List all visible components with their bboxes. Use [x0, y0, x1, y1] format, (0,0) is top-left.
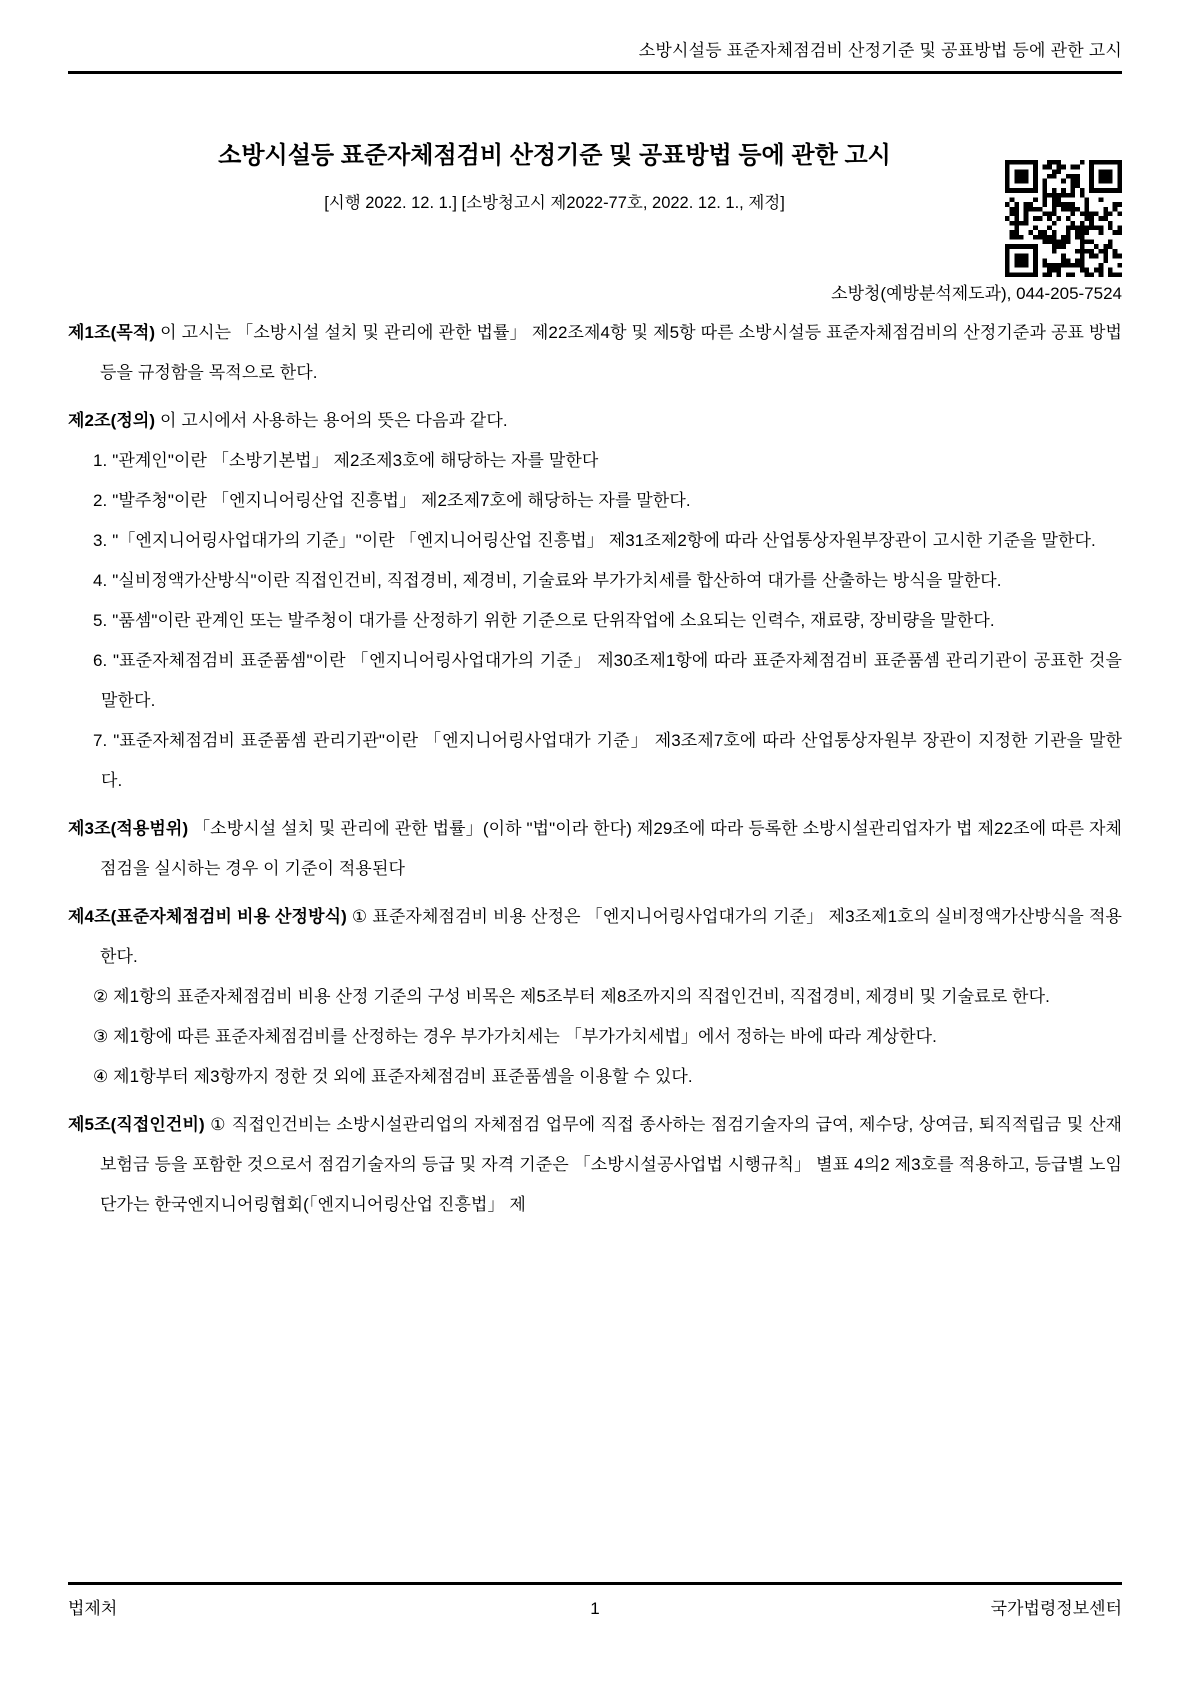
definition-item: 5. "품셈"이란 관계인 또는 발주청이 대가를 산정하기 위한 기준으로 단위작업에 소요되는 인력수, 재료량, 장비량을 말한다. [93, 611, 995, 630]
definition-item: 4. "실비정액가산방식"이란 직접인건비, 직접경비, 제경비, 기술료와 부가가치세를 합산하여 대가를 산출하는 방식을 말한다. [93, 571, 1002, 590]
definition-item: 6. "표준자체점검비 표준품셈"이란 「엔지니어링사업대가의 기준」 제30조제1항에 따라 표준자체점검비 표준품셈 관리기관이 공표한 것을 말한다. [93, 651, 1122, 710]
article-heading: 제2조(정의) [68, 411, 156, 430]
article-heading: 제1조(목적) [68, 323, 156, 342]
article-paragraph [68, 401, 1122, 441]
article-text: 「소방시설 설치 및 관리에 관한 법률」(이하 "법"이라 한다) 제29조에 따라 등록한 소방시설관리업자가 법 제22조에 따른 자체점검을 실시하는 경우 이 기준이 적용된다 [100, 819, 1122, 878]
page-number: 1 [590, 1599, 600, 1618]
page-footer [68, 1582, 1122, 1621]
article-paragraph [68, 1105, 1122, 1225]
agency-contact: 소방청(예방분석제도과), 044-205-7524 [831, 284, 1122, 303]
definition-item: 1. "관계인"이란 「소방기본법」 제2조제3호에 해당하는 자를 말한다 [93, 451, 599, 470]
article-3 [68, 809, 1122, 889]
definition-item: 3. "「엔지니어링사업대가의 기준」"이란 「엔지니어링산업 진흥법」 제31조제2항에 따라 산업통상자원부장관이 고시한 기준을 말한다. [93, 531, 1096, 550]
article-2 [68, 401, 1122, 801]
article-4 [68, 897, 1122, 1097]
document-body [68, 313, 1122, 1225]
running-header: 소방시설등 표준자체점검비 산정기준 및 공표방법 등에 관한 고시 [638, 41, 1122, 60]
article-5 [68, 1105, 1122, 1225]
footer-publisher: 법제처 [68, 1599, 118, 1618]
definition-item: 7. "표준자체점검비 표준품셈 관리기관"이란 「엔지니어링사업대가 기준」 제3조제7호에 따라 산업통상자원부 장관이 지정한 기관을 말한다. [93, 731, 1122, 790]
article-text: 이 고시에서 사용하는 용어의 뜻은 다음과 같다. [160, 411, 508, 430]
article-heading: 제3조(적용범위) [68, 819, 189, 838]
article-text: ① 표준자체점검비 비용 산정은 「엔지니어링사업대가의 기준」 제3조제1호의 실비정액가산방식을 적용한다. [100, 907, 1122, 966]
footer-site: 국가법령정보센터 [990, 1599, 1122, 1618]
qr-code-icon [1005, 160, 1122, 277]
article-1 [68, 313, 1122, 393]
page-title: 소방시설등 표준자체점검비 산정기준 및 공표방법 등에 관한 고시 [218, 142, 891, 169]
article-text: 이 고시는 「소방시설 설치 및 관리에 관한 법률」 제22조제4항 및 제5항 따른 소방시설등 표준자체점검비의 산정기준과 공표 방법 등을 규정함을 목적으로 한다. [100, 323, 1122, 382]
clause-paragraph: ② 제1항의 표준자체점검비 비용 산정 기준의 구성 비목은 제5조부터 제8조까지의 직접인건비, 직접경비, 제경비 및 기술료로 한다. [93, 987, 1050, 1006]
clause-paragraph: ③ 제1항에 따른 표준자체점검비를 산정하는 경우 부가가치세는 「부가가치세법」에서 정하는 바에 따라 계상한다. [93, 1027, 937, 1046]
article-paragraph [68, 313, 1122, 393]
definition-item: 2. "발주청"이란 「엔지니어링산업 진흥법」 제2조제7호에 해당하는 자를 말한다. [93, 491, 691, 510]
article-paragraph [68, 809, 1122, 889]
enforcement-info: [시행 2022. 12. 1.] [소방청고시 제2022-77호, 2022. 12. 1., 제정] [324, 194, 785, 212]
clause-paragraph: ④ 제1항부터 제3항까지 정한 것 외에 표준자체점검비 표준품셈을 이용할 수 있다. [93, 1067, 693, 1086]
article-heading: 제4조(표준자체점검비 비용 산정방식) [68, 907, 347, 926]
article-heading: 제5조(직접인건비) [68, 1115, 205, 1134]
article-paragraph [68, 897, 1122, 977]
article-text: ① 직접인건비는 소방시설관리업의 자체점검 업무에 직접 종사하는 점검기술자의 급여, 제수당, 상여금, 퇴직적립금 및 산재보험금 등을 포함한 것으로서 점검기술자의 등급 및 자격 기준은 「소방시설공사업법 시행규칙」 별표 4의2 제3호를 적용하고, 등급별 노임단가는 한국엔지니어링협회(「엔지니어링산업 진흥법」 제 [100, 1115, 1122, 1214]
title-block [68, 136, 1122, 277]
footer-divider [68, 1582, 1122, 1585]
header-divider [68, 71, 1122, 74]
